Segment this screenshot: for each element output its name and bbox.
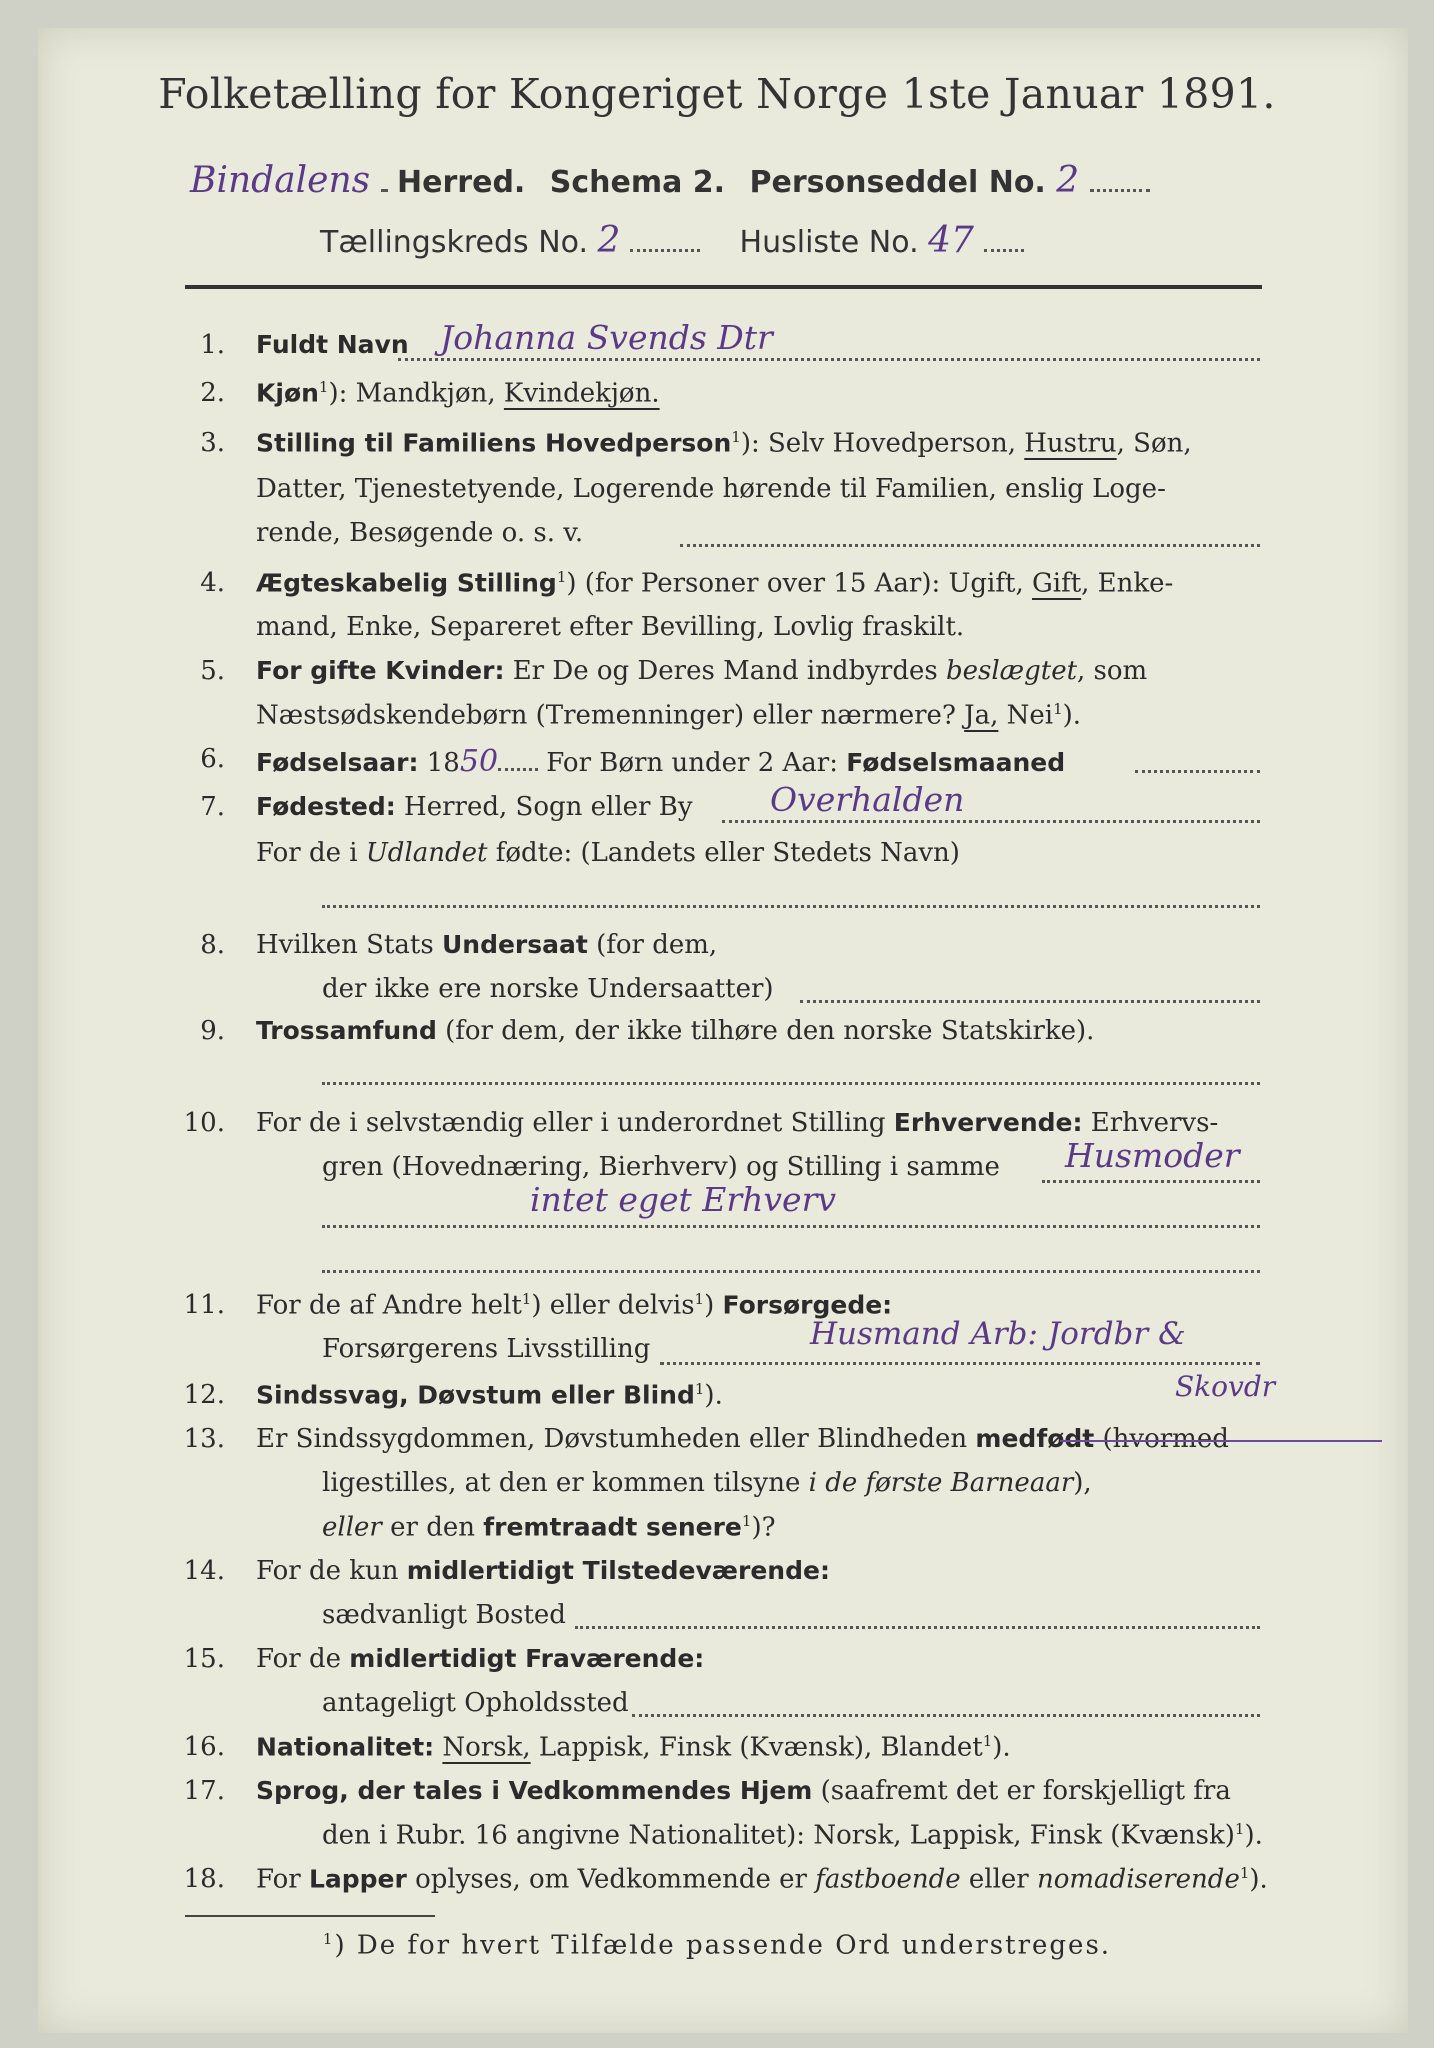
item-text: ligestilles, at den er kommen tilsyne <box>322 1468 809 1498</box>
item-label: Lapper <box>308 1864 407 1894</box>
item-text: ). <box>1062 700 1082 731</box>
full-name-value: Johanna Svends Dtr <box>440 318 773 357</box>
item-text: , som <box>1077 656 1148 686</box>
item-number: 12. <box>183 1380 225 1410</box>
fill-line <box>632 1714 1260 1717</box>
item-15 <box>0 1644 1434 1688</box>
item-number: 6. <box>200 744 225 774</box>
item-text: ): Selv Hovedperson, <box>740 428 1025 459</box>
header-divider <box>185 285 1262 289</box>
item-8 <box>0 930 1434 974</box>
item-4-line-2 <box>0 612 1434 656</box>
item-label: midlertidigt Fraværende: <box>349 1644 705 1673</box>
item-15-line-2 <box>0 1688 1434 1732</box>
item-text: gren (Hovednæring, Bierhverv) og Stilling i samme <box>322 1152 1000 1182</box>
fill-line <box>800 1000 1260 1003</box>
item-3-line-3 <box>0 518 1434 562</box>
item-text-italic: fastboende <box>815 1864 961 1895</box>
item-number: 4. <box>200 568 225 598</box>
item-number: 3. <box>200 428 225 458</box>
husliste-label: Husliste No. <box>739 225 919 260</box>
item-text: For de <box>256 1644 350 1674</box>
item-text: Erhvervs- <box>1082 1108 1219 1138</box>
item-text: Herred, Sogn eller By <box>395 792 693 822</box>
provider-occupation-value: Husmand Arb: Jordbr & <box>810 1316 1186 1352</box>
item-text: den i Rubr. 16 angivne Nationalitet): Norsk, Lappisk, Finsk (Kvænsk) <box>322 1820 1235 1851</box>
item-text: Forsørgerens Livsstilling <box>322 1334 651 1364</box>
item-5 <box>0 656 1434 700</box>
item-text: ) (for Personer over 15 Aar): Ugift, <box>566 568 1032 599</box>
selected-option: Norsk, <box>442 1732 531 1763</box>
fill-line <box>398 358 1260 361</box>
item-text-italic: eller <box>322 1512 382 1543</box>
item-text: mand, Enke, Separeret efter Bevilling, Lovlig fraskilt. <box>256 612 965 642</box>
item-text: ), <box>1073 1468 1092 1498</box>
item-6 <box>0 744 1434 788</box>
item-text: ). <box>992 1732 1011 1763</box>
item-label: Kjøn <box>256 378 319 408</box>
item-number: 14. <box>183 1556 225 1586</box>
item-text-italic: nomadiserende <box>1037 1864 1240 1895</box>
footnote-ref: 1 <box>318 378 329 396</box>
item-text: ) <box>704 1290 723 1321</box>
item-label: Fødselsaar: <box>256 748 419 777</box>
item-7 <box>0 792 1434 836</box>
item-2 <box>0 378 1434 422</box>
fill-line <box>1135 770 1260 773</box>
item-text: ). <box>1244 1820 1263 1851</box>
footnote-ref: 1 <box>1234 1820 1245 1838</box>
item-text: For de kun <box>256 1556 407 1586</box>
item-number: 7. <box>200 792 225 822</box>
item-4 <box>0 568 1434 612</box>
footnote <box>0 1930 1434 1961</box>
personseddel-value: 2 <box>1056 160 1080 201</box>
item-7-line-2 <box>0 838 1434 882</box>
item-label: Fødested: <box>256 792 396 821</box>
item-text-italic: beslægtet <box>945 656 1078 686</box>
header-row-kreds <box>320 220 1024 261</box>
kreds-value: 2 <box>597 220 621 261</box>
item-text: Næstsødskendebørn (Tremenninger) eller nærmere? <box>256 700 965 731</box>
item-text: Hvilken Stats <box>256 930 442 960</box>
fill-line <box>660 1362 1260 1365</box>
occupation-value: Husmoder <box>1065 1136 1240 1175</box>
birth-year-prefix: 18 <box>426 748 460 778</box>
item-text: (for dem, der ikke tilhøre den norske Statskirke). <box>436 1016 1095 1046</box>
item-text: ): Mandkjøn, <box>328 378 504 409</box>
item-number: 17. <box>183 1776 225 1806</box>
footnote-ref: 1 <box>694 1380 705 1398</box>
fill-line <box>322 1270 1260 1273</box>
item-label: Fuldt Navn <box>256 330 409 359</box>
item-text: Nei <box>998 700 1054 731</box>
item-number: 9. <box>200 1016 225 1046</box>
form-title: Folketælling for Kongeriget Norge 1ste Januar 1891. <box>158 70 1276 118</box>
item-text: For de i <box>256 838 366 868</box>
item-label: Sprog, der tales i Vedkommendes Hjem <box>256 1776 813 1805</box>
item-text-italic: i de første Barneaar <box>808 1468 1074 1498</box>
item-text: For <box>256 1864 309 1895</box>
item-label: For gifte Kvinder: <box>256 656 505 685</box>
item-3 <box>0 428 1434 472</box>
item-number: 2. <box>200 378 225 408</box>
occupation-value-2: intet eget Erhverv <box>530 1180 836 1219</box>
footnote-ref: 1 <box>1053 700 1063 718</box>
item-text-italic: Udlandet <box>365 838 488 868</box>
item-12 <box>0 1380 1434 1424</box>
item-label: Fødselsmaaned <box>846 748 1066 777</box>
item-text: rende, Besøgende o. s. v. <box>256 518 584 548</box>
item-text: For Børn under 2 Aar: <box>538 748 847 778</box>
footnote-ref: 1 <box>521 1290 532 1308</box>
selected-option: Gift <box>1031 568 1082 599</box>
item-text: er den <box>381 1512 484 1543</box>
item-text: (saafremt det er forskjelligt fra <box>812 1776 1231 1806</box>
item-5-line-2 <box>0 700 1434 744</box>
item-13-line-2 <box>0 1468 1434 1512</box>
item-label: Trossamfund <box>256 1016 437 1045</box>
item-17-line-2 <box>0 1820 1434 1864</box>
footnote-marker: 1 <box>322 1930 335 1948</box>
item-label: Undersaat <box>441 930 588 959</box>
fill-line <box>322 1082 1260 1085</box>
husliste-value: 47 <box>928 220 974 261</box>
item-text: (for dem, <box>587 930 718 960</box>
item-18 <box>0 1864 1434 1908</box>
herred-label: Herred. <box>397 165 526 200</box>
selected-option: Hustru <box>1024 428 1117 459</box>
item-label: Stilling til Familiens Hovedperson <box>256 428 732 458</box>
item-14-line-2 <box>0 1600 1434 1644</box>
schema-label: Schema 2. <box>549 165 726 200</box>
item-text: antageligt Opholdssted <box>322 1688 629 1718</box>
provider-occupation-value-2: Skovdr <box>1175 1370 1276 1403</box>
item-text: eller <box>960 1864 1037 1895</box>
fill-line <box>722 820 1260 823</box>
item-number: 10. <box>183 1108 225 1138</box>
footnote-ref: 1 <box>982 1732 993 1750</box>
item-number: 15. <box>183 1644 225 1674</box>
item-number: 11. <box>183 1290 225 1320</box>
item-text: ). <box>704 1380 723 1411</box>
fill-line <box>1042 1180 1260 1183</box>
item-text: fødte: (Landets eller Stedets Navn) <box>487 838 960 868</box>
item-text: , Enke- <box>1081 568 1174 599</box>
item-17 <box>0 1776 1434 1820</box>
item-text: Er De og Deres Mand indbyrdes <box>504 656 946 686</box>
item-14 <box>0 1556 1434 1600</box>
footnote-ref: 1 <box>556 568 567 586</box>
item-label: midlertidigt Tilstedeværende: <box>406 1556 830 1585</box>
birthplace-value: Overhalden <box>770 780 965 819</box>
fill-line <box>575 1626 1260 1629</box>
fill-line <box>322 905 1260 908</box>
item-label: fremtraadt senere <box>483 1512 742 1542</box>
herred-value: Bindalens <box>190 160 371 201</box>
fill-line <box>680 544 1260 547</box>
item-8-line-2 <box>0 974 1434 1018</box>
item-label: medfødt <box>975 1424 1095 1453</box>
item-label: Erhvervende: <box>893 1108 1083 1137</box>
selected-option: Ja, <box>964 700 999 731</box>
item-9 <box>0 1016 1434 1060</box>
fill-line <box>322 1225 1260 1228</box>
item-text: )? <box>751 1512 776 1543</box>
header-row-herred <box>190 160 1150 201</box>
selected-option: Kvindekjøn. <box>503 378 660 409</box>
item-text: For de i selvstændig eller i underordnet Stilling <box>256 1108 894 1138</box>
item-number: 16. <box>183 1732 225 1762</box>
item-label: Forsørgede: <box>722 1290 893 1320</box>
item-text: (hvormed <box>1094 1424 1229 1454</box>
item-text: sædvanligt Bosted <box>322 1600 566 1630</box>
footnote-ref: 1 <box>694 1290 705 1308</box>
item-label: Nationalitet: <box>256 1732 435 1762</box>
handwritten-strike <box>1060 1440 1382 1442</box>
item-number: 8. <box>200 930 225 960</box>
item-text: oplyses, om Vedkommende er <box>406 1864 816 1895</box>
item-text: der ikke ere norske Undersaatter) <box>322 974 774 1004</box>
footnote-ref: 1 <box>1239 1864 1250 1882</box>
birth-year-value: 50 <box>459 744 499 779</box>
item-text: ) eller delvis <box>531 1290 695 1321</box>
item-number: 5. <box>200 656 225 686</box>
item-text: For de af Andre helt <box>256 1290 522 1321</box>
item-16 <box>0 1732 1434 1776</box>
item-text: , Søn, <box>1116 428 1192 459</box>
item-13 <box>0 1424 1434 1468</box>
item-label: Ægteskabelig Stilling <box>256 568 557 598</box>
item-13-line-3 <box>0 1512 1434 1556</box>
item-3-line-2 <box>0 474 1434 518</box>
item-label: Sindssvag, Døvstum eller Blind <box>256 1380 695 1410</box>
footnote-divider <box>185 1915 435 1917</box>
item-text: ). <box>1249 1864 1268 1895</box>
item-text: Er Sindssygdommen, Døvstumheden eller Blindheden <box>256 1424 976 1454</box>
footnote-text: ) De for hvert Tilfælde passende Ord understreges. <box>334 1930 1112 1961</box>
footnote-ref: 1 <box>741 1512 752 1530</box>
item-11 <box>0 1290 1434 1334</box>
footnote-ref: 1 <box>731 428 741 446</box>
item-number: 13. <box>183 1424 225 1454</box>
item-number: 1. <box>200 330 225 360</box>
kreds-label: Tællingskreds No. <box>320 225 588 260</box>
personseddel-label: Personseddel No. <box>749 165 1046 200</box>
item-text: Lappisk, Finsk (Kvænsk), Blandet <box>530 1732 983 1763</box>
item-text: Datter, Tjenestetyende, Logerende hørende til Familien, enslig Loge- <box>256 474 1166 504</box>
item-number: 18. <box>183 1864 225 1894</box>
